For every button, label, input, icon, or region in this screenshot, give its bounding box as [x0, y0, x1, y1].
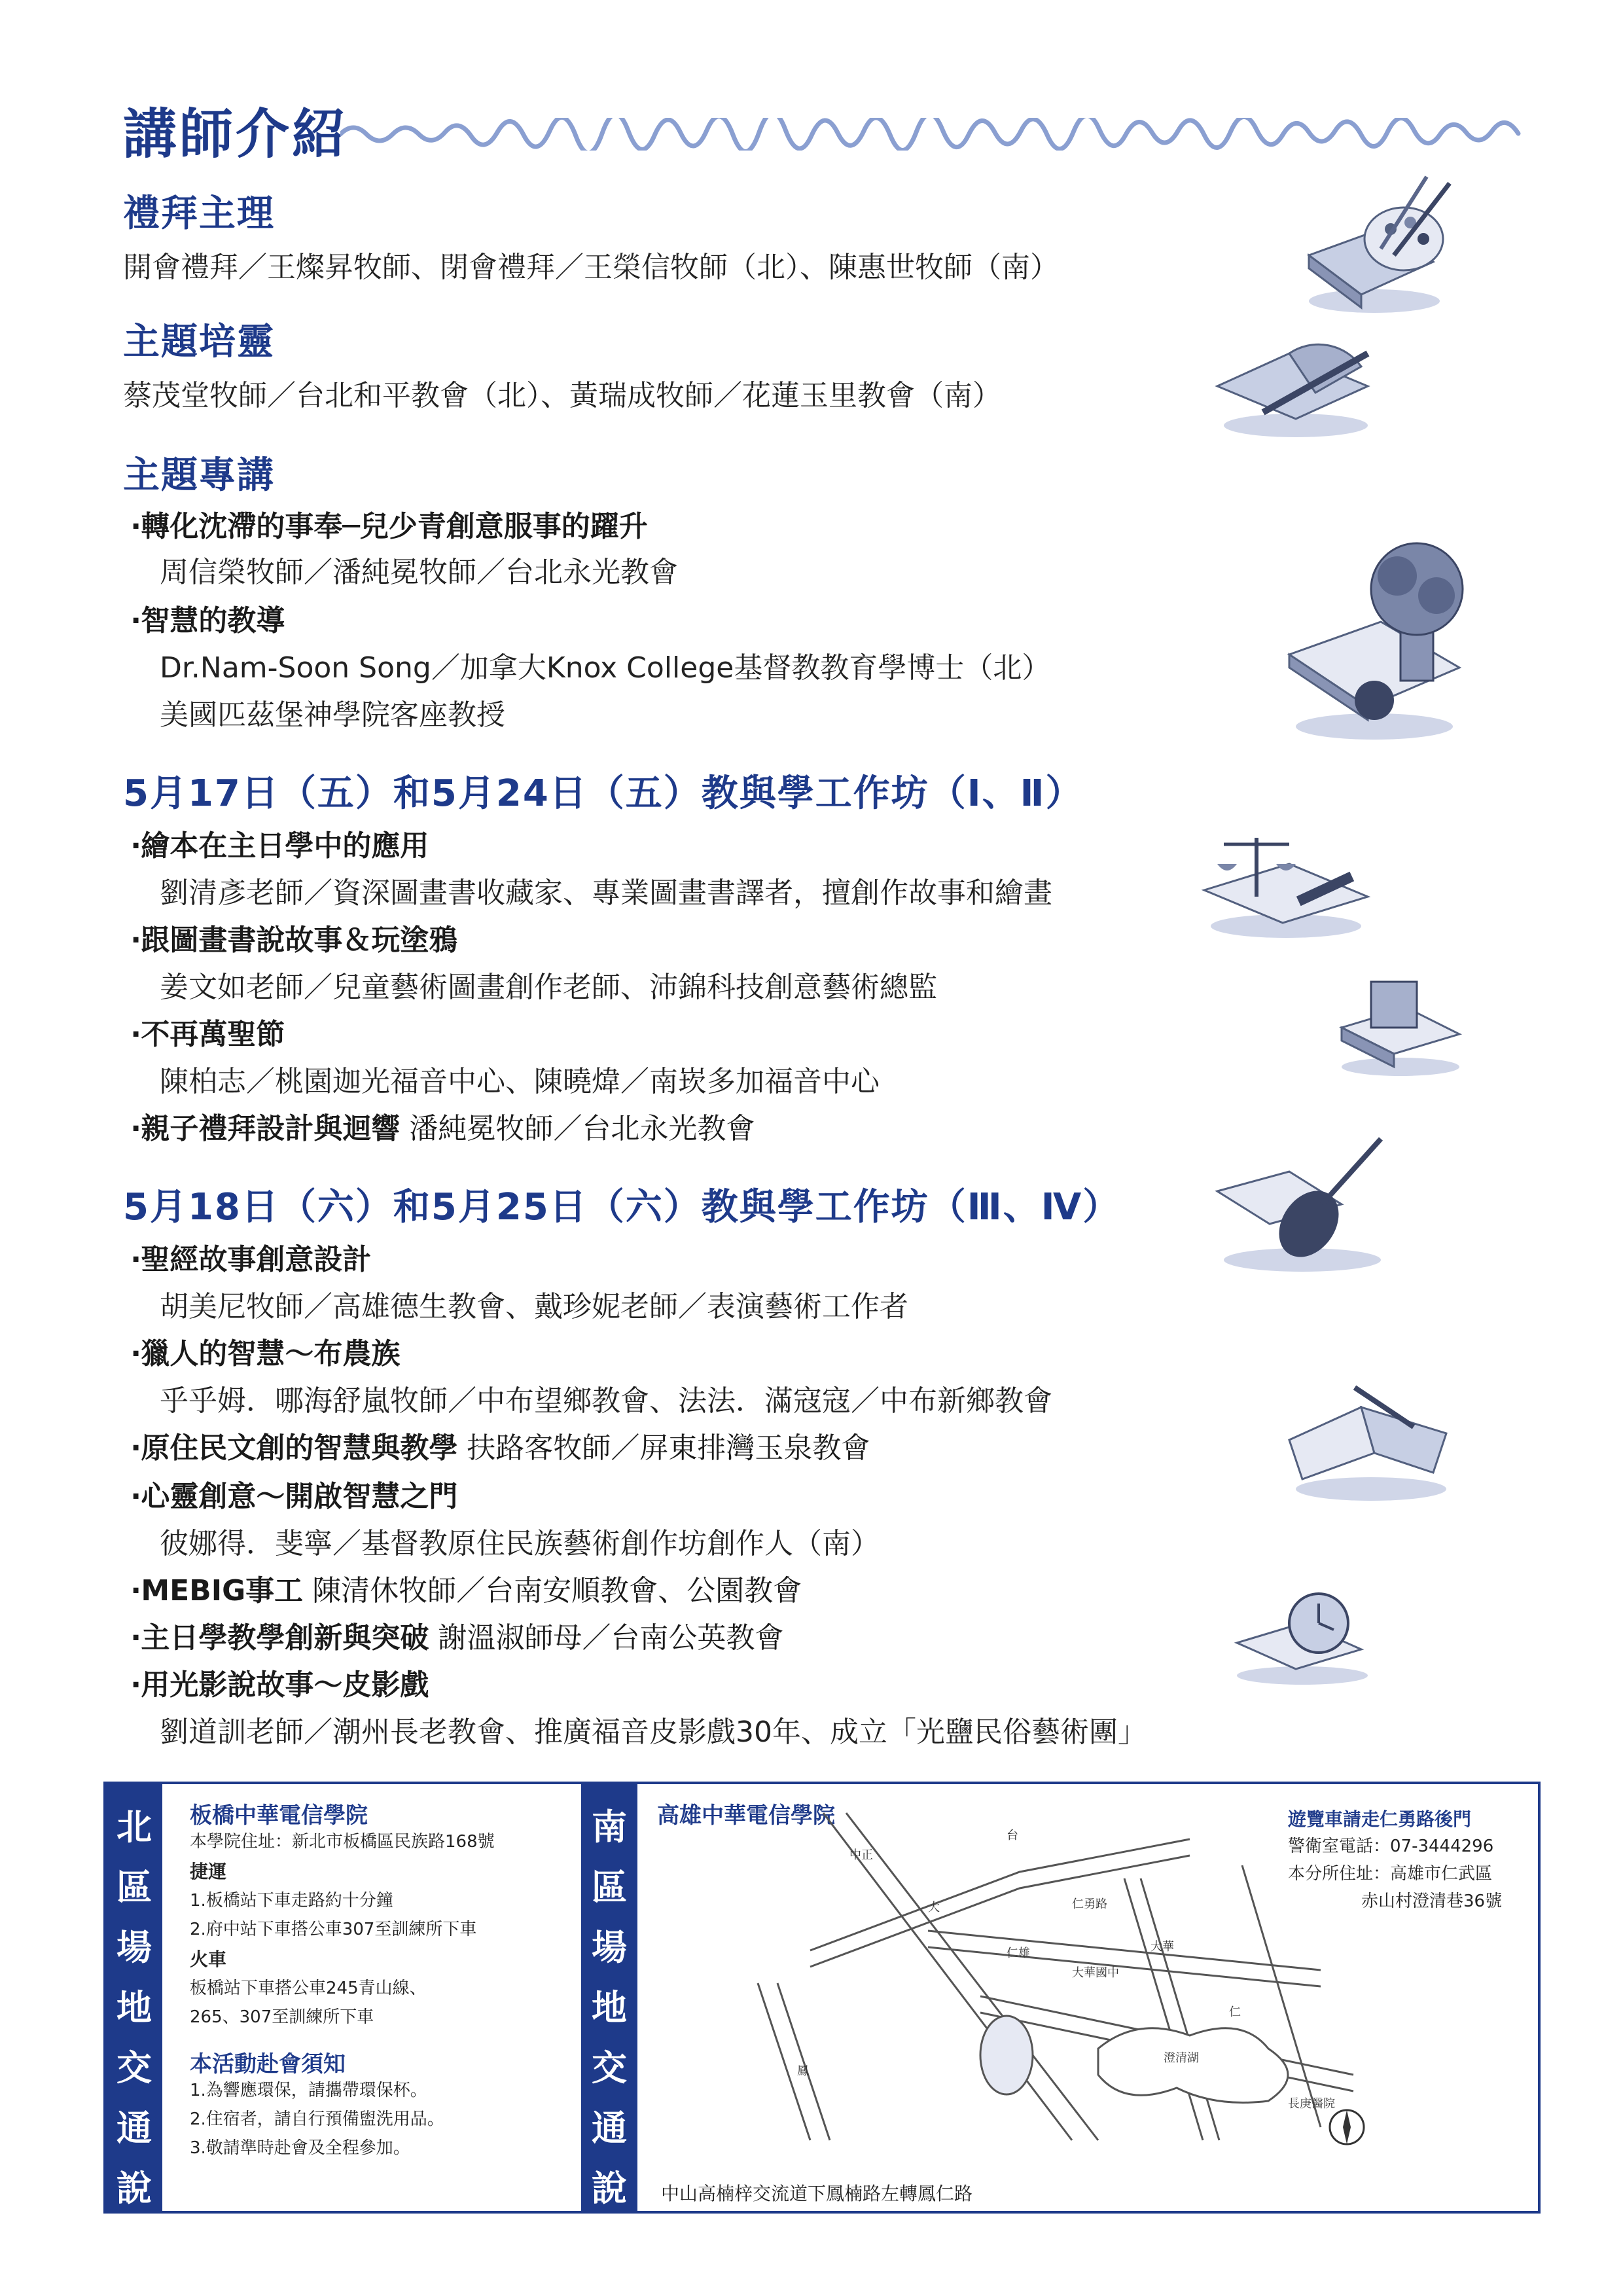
map-label: 台 — [1007, 1829, 1018, 1842]
map-label: 大華國中 — [1072, 1966, 1119, 1980]
south-info-line: 赤山村澄清巷36號 — [1361, 1892, 1503, 1911]
bar-char: 明 — [592, 2228, 627, 2269]
workshop-item-info: 陳清休牧師／台南安順教會、公園教會 — [312, 1574, 802, 1607]
north-mrt-line: 2.府中站下車搭公車307至訓練所下車 — [190, 1920, 477, 1939]
clock-icon — [1230, 1577, 1374, 1689]
north-mrt-label: 捷運 — [190, 1861, 227, 1882]
map-label: 鳳 — [797, 2064, 809, 2078]
south-venue-name: 高雄中華電信學院 — [657, 1803, 835, 1829]
palette-book-icon — [1296, 170, 1459, 321]
north-train-line: 板橋站下車搭公車245青山線、 — [190, 1979, 427, 1998]
bar-char: 說 — [116, 2168, 152, 2209]
workshop-item-info: 扶路客牧師／屏東排灣玉泉教會 — [467, 1431, 870, 1465]
south-info-line: 警衛室電話：07-3444296 — [1288, 1837, 1494, 1856]
notice-heading: 本活動赴會須知 — [190, 2051, 346, 2077]
north-train-line: 265、307至訓練所下車 — [190, 2007, 374, 2027]
map-label: 仁 — [1229, 2005, 1241, 2019]
workshop-item-title: ‧不再萬聖節 — [131, 1018, 285, 1051]
workshop-item-line: 胡美尼牧師／高雄德生教會、戴珍妮老師／表演藝術工作者 — [160, 1290, 908, 1323]
workshop-item-line: 劉道訓老師／潮州長老教會、推廣福音皮影戲30年、成立「光鹽民俗藝術團」 — [160, 1715, 1147, 1749]
map-caption: 中山高楠梓交流道下鳳楠路左轉鳳仁路 — [661, 2183, 973, 2204]
south-transport-bar — [581, 1784, 637, 2269]
workshop-item-title: ‧心靈創意～開啟智慧之門 — [131, 1480, 458, 1513]
workshop-item-inline — [131, 1105, 755, 1147]
bar-char: 區 — [592, 1867, 627, 1908]
lecture-item-line: Dr.Nam-Soon Song／加拿大Knox College基督教教育學博士（北） — [160, 651, 1051, 685]
map-label: 澄清湖 — [1164, 2051, 1199, 2065]
workshop-item-title: ‧主日學教學創新與突破 — [131, 1621, 429, 1655]
workshop-item-line: 劉清彥老師／資深圖畫書收藏家、專業圖畫書譯者，擅創作故事和繪畫 — [160, 876, 1052, 910]
map-label: 大華 — [1150, 1940, 1174, 1954]
map-label: 長庚醫院 — [1288, 2097, 1335, 2111]
workshop-item-title: ‧原住民文創的智慧與教學 — [131, 1431, 458, 1465]
bar-char: 地 — [116, 1987, 152, 2028]
bar-char: 交 — [592, 2047, 627, 2089]
south-info-line: 遊覽車請走仁勇路後門 — [1288, 1808, 1472, 1830]
workshop-item-line: 陳柏志／桃園迦光福音中心、陳曉煒／南崁多加福音中心 — [160, 1065, 880, 1098]
map-label: 大 — [928, 1901, 940, 1914]
north-train-label: 火車 — [190, 1948, 227, 1970]
bar-char: 說 — [592, 2168, 627, 2209]
workshop-item-inline — [131, 1567, 802, 1609]
workshop-item-info: 潘純冕牧師／台北永光教會 — [409, 1112, 755, 1145]
section-title-worship: 禮拜主理 — [123, 192, 275, 235]
lecture-item-line: 周信榮牧師／潘純冕牧師／台北永光教會 — [160, 556, 678, 589]
south-info-line: 本分所住址：高雄市仁武區 — [1288, 1864, 1493, 1884]
bar-char: 場 — [592, 1927, 627, 1968]
bar-char: 交 — [116, 2047, 152, 2089]
open-book-pen-icon — [1283, 1361, 1459, 1505]
worship-line: 開會禮拜／王燦昇牧師、閉會禮拜／王榮信牧師（北）、陳惠世牧師（南） — [123, 251, 1059, 284]
compass-icon — [1330, 2110, 1364, 2144]
bar-char: 地 — [592, 1987, 627, 2028]
bar-char: 北 — [116, 1806, 152, 1848]
workshop-item-title: ‧親子禮拜設計與迴響 — [131, 1112, 401, 1145]
workshop-item-title: ‧繪本在主日學中的應用 — [131, 829, 429, 863]
bar-char: 通 — [592, 2108, 627, 2149]
workshop-item-title: ‧獵人的智慧～布農族 — [131, 1337, 401, 1371]
notice-line: 1.為響應環保，請攜帶環保杯。 — [190, 2081, 427, 2100]
ruler-pencil-icon — [1211, 314, 1381, 445]
lecture-item-title: ‧轉化沈滯的事奉─兒少青創意服事的躍升 — [131, 510, 648, 543]
workshop-item-line: 姜文如老師／兒童藝術圖畫創作老師、沛錦科技創意藝術總監 — [160, 971, 937, 1004]
title-wave-decoration — [340, 118, 1531, 151]
north-venue-name: 板橋中華電信學院 — [190, 1803, 368, 1829]
workshop-item-title: ‧聖經故事創意設計 — [131, 1243, 372, 1276]
north-transport-bar — [106, 1784, 162, 2269]
workshop-item-inline — [131, 1614, 783, 1656]
workshop-item-title: ‧跟圖畫書說故事＆玩塗鴉 — [131, 924, 458, 957]
workshop-item-title: ‧MEBIG事工 — [131, 1574, 304, 1607]
box-icon — [1335, 962, 1466, 1080]
bar-char: 區 — [116, 1867, 152, 1908]
section-title-lectures: 主題專講 — [123, 454, 275, 497]
kaohsiung-map — [732, 1800, 1386, 2166]
bar-char: 場 — [116, 1927, 152, 1968]
bar-char: 南 — [592, 1806, 627, 1848]
workshop-item-line: 彼娜得．斐寧／基督教原住民族藝術創作坊創作人（南） — [160, 1527, 880, 1560]
scales-gavel-icon — [1198, 812, 1374, 942]
spiritual-line: 蔡茂堂牧師／台北和平教會（北）、黃瑞成牧師／花蓮玉里教會（南） — [123, 379, 1001, 412]
workshop-item-info: 謝溫淑師母／台南公英教會 — [438, 1621, 784, 1655]
workshop-item-title: ‧用光影說故事～皮影戲 — [131, 1668, 429, 1702]
notice-line: 2.住宿者，請自行預備盥洗用品。 — [190, 2109, 444, 2129]
section-title-spiritual: 主題培靈 — [123, 321, 275, 363]
map-label: 仁雄 — [1007, 1946, 1030, 1960]
bar-char: 通 — [116, 2108, 152, 2149]
bar-char: 明 — [116, 2228, 152, 2269]
workshop-item-line: 乎乎姆．哪海舒嵐牧師／中布望鄉教會、法法．滿寇寇／中布新鄉教會 — [160, 1384, 1052, 1418]
violin-book-icon — [1211, 1126, 1394, 1276]
section-title-workshop-2: 5月18日（六）和5月25日（六）教與學工作坊（Ⅲ、Ⅳ） — [123, 1186, 1121, 1229]
map-label: 仁勇路 — [1072, 1897, 1107, 1911]
page-title: 講師介紹 — [123, 103, 349, 166]
notice-line: 3.敬請準時赴會及全程參加。 — [190, 2138, 410, 2158]
north-address: 本學院住址：新北市板橋區民族路168號 — [190, 1832, 495, 1852]
book-plant-apple-icon — [1283, 537, 1466, 746]
north-mrt-line: 1.板橋站下車走路約十分鐘 — [190, 1891, 393, 1910]
section-title-workshop-1: 5月17日（五）和5月24日（五）教與學工作坊（Ⅰ、Ⅱ） — [123, 772, 1084, 815]
map-label: 中正 — [849, 1848, 873, 1862]
workshop-item-inline — [131, 1424, 870, 1466]
lecture-item-line: 美國匹茲堡神學院客座教授 — [160, 698, 505, 732]
lecture-item-title: ‧智慧的教導 — [131, 604, 285, 637]
